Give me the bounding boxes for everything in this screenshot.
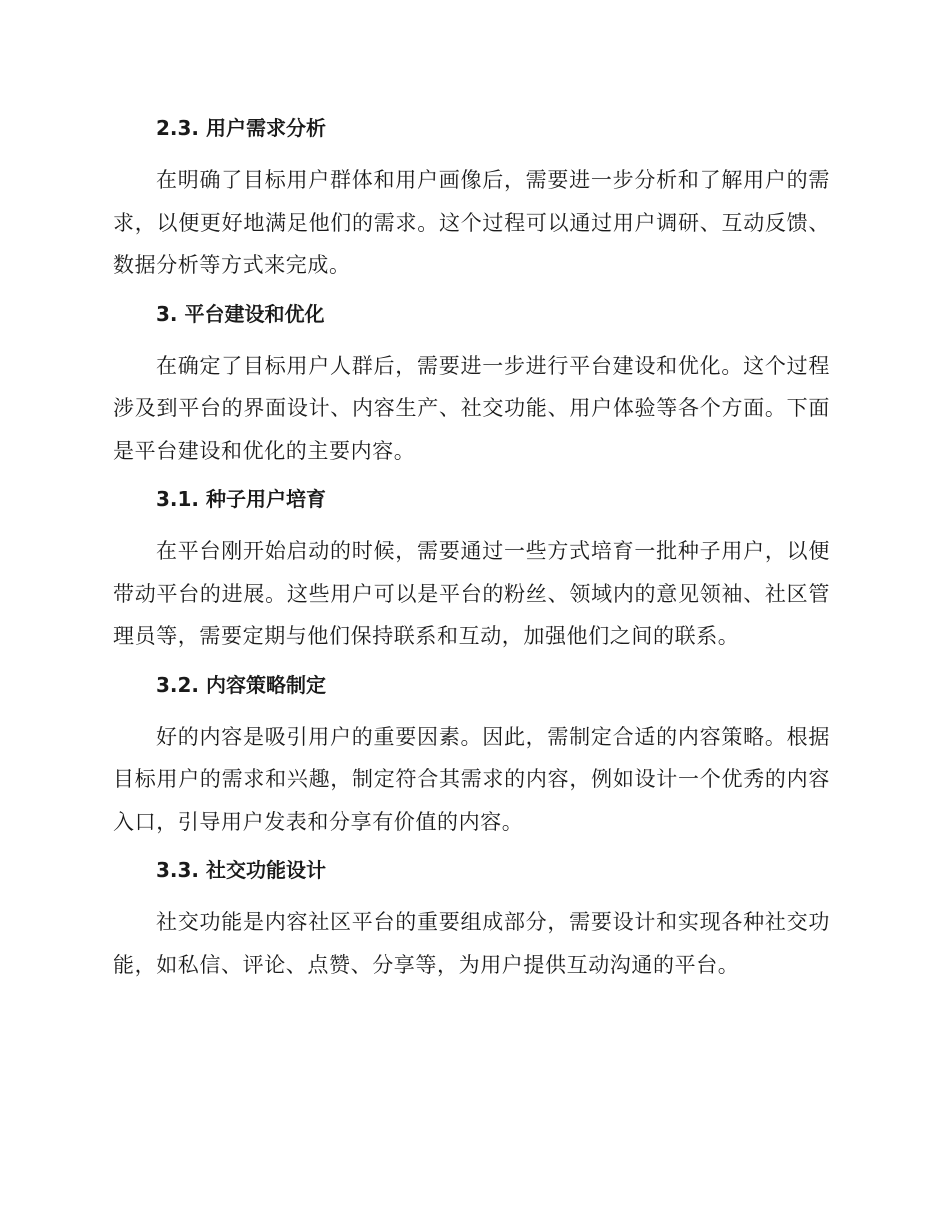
section-paragraph: 在平台刚开始启动的时候，需要通过一些方式培育一批种子用户，以便带动平台的进展。这些用户可以是平台的粉丝、领域内的意见领袖、社区管理员等，需要定期与他们保持联系和互动，加强他们之间的联系。 bbox=[113, 539, 830, 648]
section-user-needs-analysis bbox=[113, 109, 830, 287]
section-paragraph: 好的内容是吸引用户的重要因素。因此，需制定合适的内容策略。根据目标用户的需求和兴趣，制定符合其需求的内容，例如设计一个优秀的内容入口，引导用户发表和分享有价值的内容。 bbox=[113, 724, 830, 834]
section-heading: 3. 平台建设和优化 bbox=[156, 301, 325, 326]
section-content-strategy bbox=[113, 666, 830, 844]
section-paragraph: 社交功能是内容社区平台的重要组成部分，需要设计和实现各种社交功能，如私信、评论、点赞、分享等，为用户提供互动沟通的平台。 bbox=[113, 910, 830, 977]
section-heading: 3.1. 种子用户培育 bbox=[156, 487, 326, 511]
section-platform-building bbox=[113, 295, 830, 473]
section-heading: 2.3. 用户需求分析 bbox=[156, 116, 326, 140]
section-seed-users bbox=[113, 480, 830, 658]
section-heading: 3.3. 社交功能设计 bbox=[156, 858, 326, 882]
section-heading: 3.2. 内容策略制定 bbox=[156, 672, 326, 697]
section-paragraph: 在确定了目标用户人群后，需要进一步进行平台建设和优化。这个过程涉及到平台的界面设计、内容生产、社交功能、用户体验等各个方面。下面是平台建设和优化的主要内容。 bbox=[113, 353, 830, 463]
section-social-features bbox=[113, 851, 830, 986]
section-paragraph: 在明确了目标用户群体和用户画像后，需要进一步分析和了解用户的需求，以便更好地满足他们的需求。这个过程可以通过用户调研、互动反馈、数据分析等方式来完成。 bbox=[113, 168, 830, 277]
